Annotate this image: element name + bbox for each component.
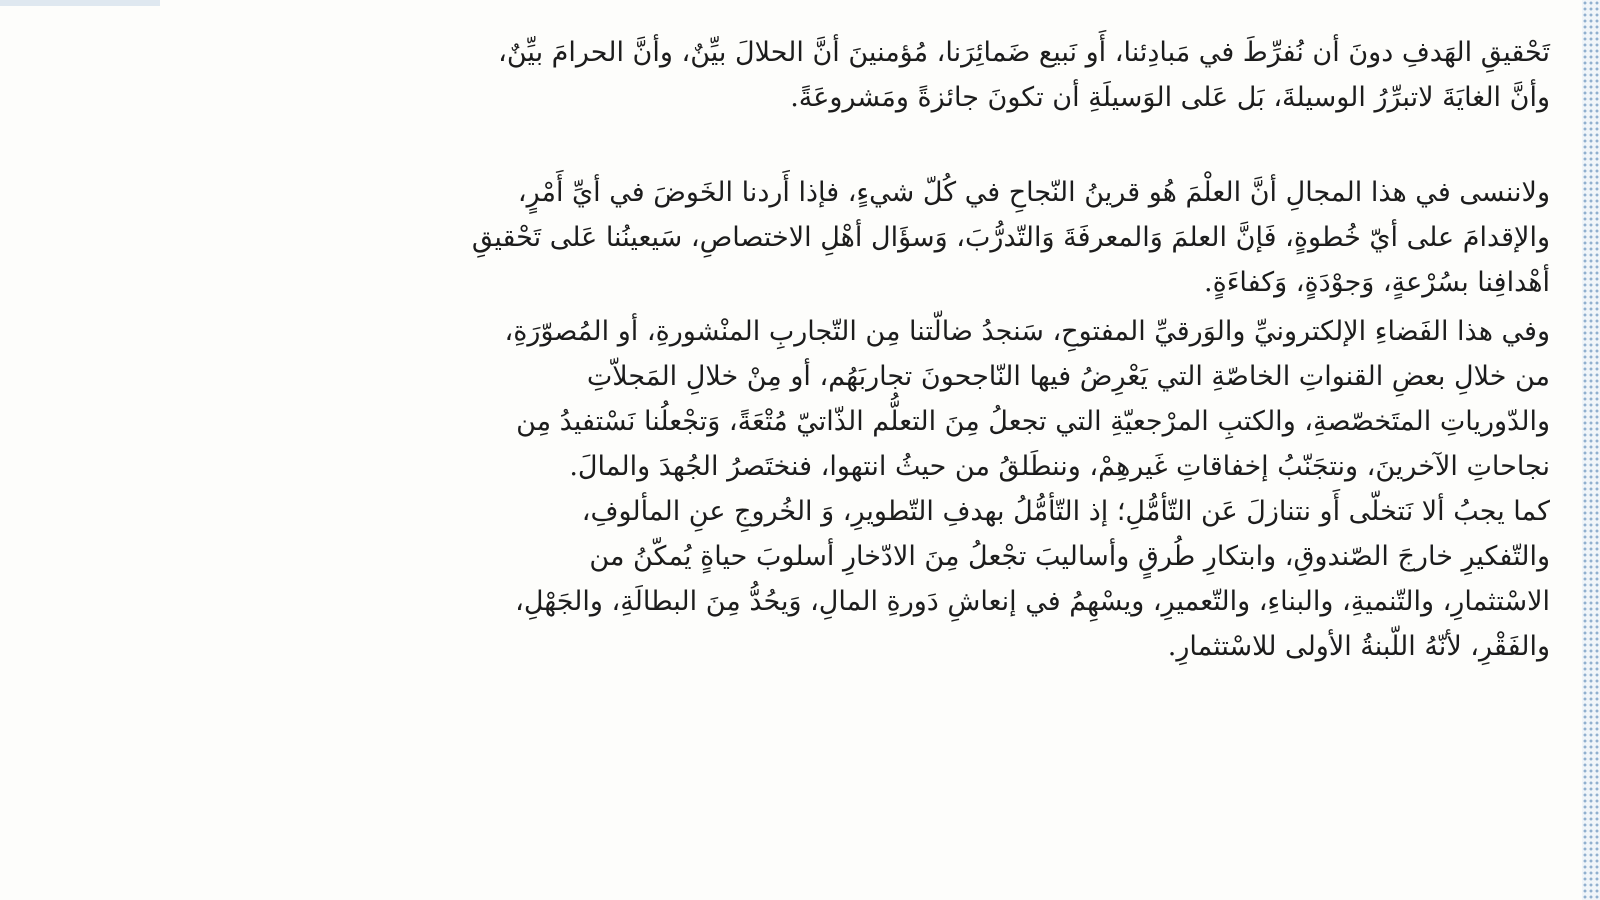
paragraph-4 (40, 489, 1550, 669)
text-line: والإقدامَ على أيّ خُطوةٍ، فَإنَّ العلمَ وَالمعرفَةَ وَالتّدرُّبَ، وَسؤَال أهْلِ الاختصاصِ، سَيعينُنا عَلى تَحْقيقِ (471, 222, 1550, 253)
text-line: وفي هذا الفَضاءِ الإلكترونيِّ والوَرقيِّ المفتوحِ، سَنجدُ ضالّتنا مِن التّجاربِ المنْشورةِ، أو المُصوّرَةِ، (504, 316, 1550, 347)
text-line: من خلالِ بعضِ القنواتِ الخاصّةِ التي يَعْرِضُ فيها النّاجحونَ تجاربَهُم، أو مِنْ خلالِ المَجلاّتِ (586, 361, 1550, 392)
paragraph-2 (40, 170, 1550, 305)
text-line: والفَقْرِ، لأنّهُ اللّبنةُ الأولى للاسْتثمارِ. (1167, 631, 1550, 662)
text-line: تَحْقيقِ الهَدفِ دونَ أن نُفرِّطَ في مَبادِئنا، أَو نَبيع ضَمائِرَنا، مُؤمنينَ أنَّ الحلالَ بيِّنٌ، وأنَّ الحرامَ بيِّنٌ، (498, 37, 1550, 68)
text-line: ولاننسى في هذا المجالِ أنَّ العلْمَ هُو قرينُ النّجاحِ في كُلّ شيءٍ، فإذا أَردنا الخَوضَ في أيِّ أَمْرٍ، (517, 177, 1550, 208)
paragraph-1 (40, 30, 1550, 120)
text-line: وأنَّ الغايَةَ لاتبرِّرُ الوسيلةَ، بَل عَلى الوَسيلَةِ أن تكونَ جائزةً ومَشروعَةً. (790, 82, 1550, 113)
top-edge-accent (0, 0, 160, 6)
text-line: كما يجبُ ألا نَتخلّى أَو نتنازلَ عَن التّأمُّلِ؛ إذ التّأمُّلُ بهدفِ التّطويرِ، وَ الخُروجِ عنِ المألوفِ، (581, 496, 1550, 527)
dotted-page-border (1582, 0, 1600, 900)
text-line: أهْدافِنا بسُرْعةٍ، وَجوْدَةٍ، وَكفاءَةٍ. (1203, 267, 1550, 298)
text-line: نجاحاتِ الآخرينَ، ونتجَنّبُ إخفاقاتِ غَيرهِمْ، وننطَلقُ من حيثُ انتهوا، فنختَصرُ الجُهدَ والمالَ. (569, 451, 1550, 482)
text-line: والدّورياتِ المتَخصّصةِ، والكتبِ المرْجعيّةِ التي تجعلُ مِنَ التعلُّم الذّاتيّ مُتْعَةً، وَتجْعلُنا نَسْتفيدُ مِن (516, 406, 1550, 437)
document-page (40, 30, 1550, 669)
text-line: الاسْتثمارِ، والتّنميةِ، والبناءِ، والتّعميرِ، ويسْهِمُ في إنعاشِ دَورةِ المالِ، وَيحُدُّ مِنَ البطالَةِ، والجَهْلِ، (515, 586, 1550, 617)
text-line: والتّفكيرِ خارجَ الصّندوقِ، وابتكارِ طُرقٍ وأساليبَ تجْعلُ مِنَ الادّخارِ أسلوبَ حياةٍ يُمكّنُ من (589, 541, 1550, 572)
paragraph-3 (40, 309, 1550, 489)
